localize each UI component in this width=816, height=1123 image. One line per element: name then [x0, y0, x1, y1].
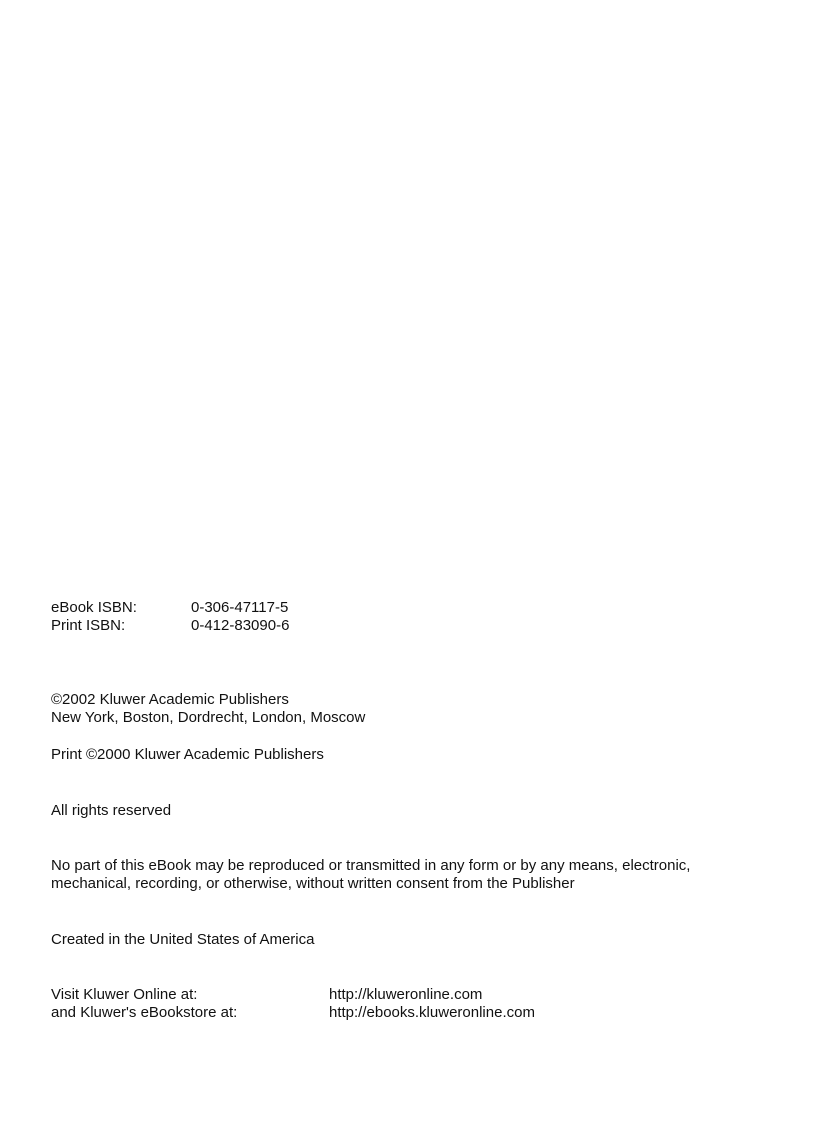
- ebookstore-link[interactable]: http://ebooks.kluweronline.com: [329, 1004, 535, 1021]
- reproduction-notice-line-1: No part of this eBook may be reproduced or transmitted in any form or by any means, electronic,: [51, 857, 691, 874]
- ebook-isbn-value: 0-306-47117-5: [191, 599, 289, 616]
- ebook-isbn-label: eBook ISBN:: [51, 599, 137, 616]
- publisher-cities-line: New York, Boston, Dordrecht, London, Moscow: [51, 709, 366, 726]
- reproduction-notice-line-2: mechanical, recording, or otherwise, without written consent from the Publisher: [51, 875, 575, 892]
- ebook-copyright-line: ©2002 Kluwer Academic Publishers: [51, 691, 289, 708]
- created-in-line: Created in the United States of America: [51, 931, 315, 948]
- ebook-isbn-row: [51, 599, 289, 617]
- kluwer-online-label: Visit Kluwer Online at:: [51, 986, 198, 1003]
- print-isbn-row: [51, 617, 290, 635]
- ebookstore-row: [51, 1004, 535, 1022]
- print-copyright-line: Print ©2000 Kluwer Academic Publishers: [51, 746, 324, 763]
- print-isbn-label: Print ISBN:: [51, 617, 126, 634]
- kluwer-online-row: [51, 986, 483, 1004]
- rights-reserved: All rights reserved: [51, 802, 172, 819]
- kluwer-online-link[interactable]: http://kluweronline.com: [329, 986, 483, 1003]
- ebookstore-label: and Kluwer's eBookstore at:: [51, 1004, 238, 1021]
- print-isbn-value: 0-412-83090-6: [191, 617, 290, 634]
